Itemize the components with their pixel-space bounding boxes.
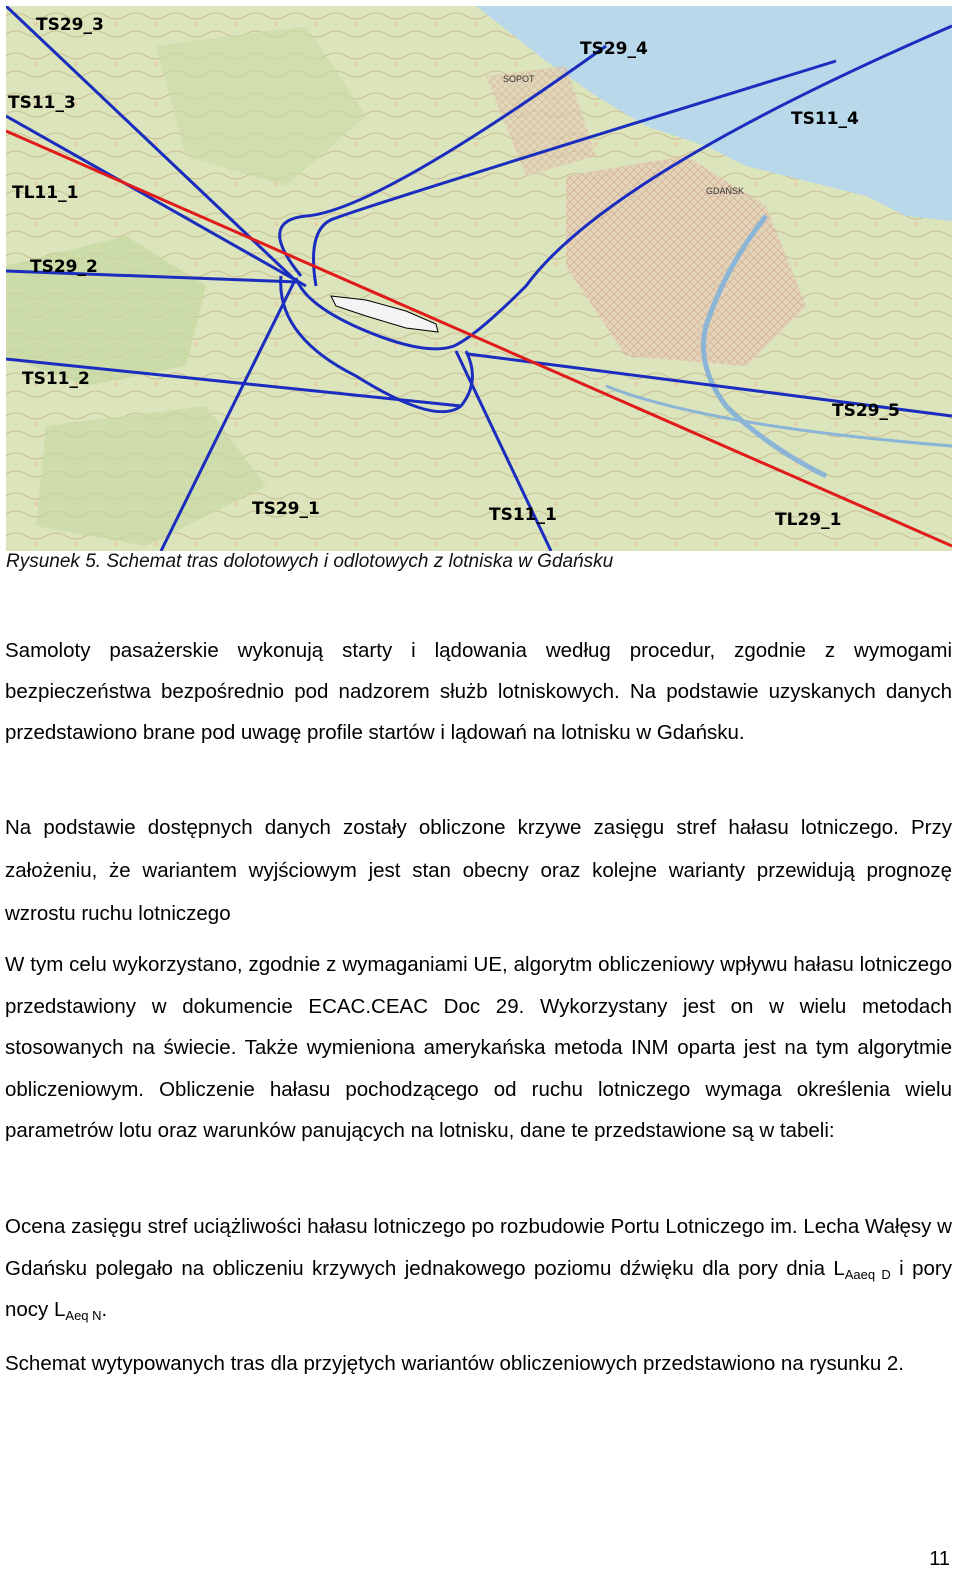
- page-number: 11: [929, 1548, 950, 1570]
- laeq-day-subscript: Aaeq D: [844, 1266, 891, 1282]
- paragraph-4: [5, 1206, 952, 1331]
- figure-caption: Rysunek 5. Schemat tras dolotowych i odlotowych z lotniska w Gdańsku: [6, 551, 614, 572]
- laeq-night-subscript: Aeq N: [65, 1308, 102, 1323]
- label-ts29-3: TS29_3: [36, 15, 104, 35]
- paragraph-5: Schemat wytypowanych tras dla przyjętych wariantów obliczeniowych przedstawiono na rysunku 2.: [5, 1352, 905, 1375]
- label-tl29-1: TL29_1: [775, 510, 842, 530]
- label-ts29-2: TS29_2: [30, 257, 98, 277]
- paragraph-4-end: .: [101, 1298, 108, 1321]
- paragraph-4-mid: i pory nocy L: [5, 1256, 952, 1321]
- place-name-gdansk: GDAŃSK: [706, 186, 745, 196]
- label-ts11-1: TS11_1: [489, 505, 557, 525]
- label-ts11-3: TS11_3: [8, 93, 76, 113]
- label-ts29-5: TS29_5: [832, 401, 900, 421]
- paragraph-3: W tym celu wykorzystano, zgodnie z wymaganiami UE, algorytm obliczeniowy wpływu hałasu lotniczego przedstawiony w dokumencie ECAC.CEAC Doc 29. Wykorzystany jest on w wielu metodach stosowanych na świecie. Także wymieniona amerykańska metoda INM oparta jest na tym algorytmie obliczeniowym. Obliczenie hałasu pochodzącego od ruchu lotniczego wymaga określenia wielu parametrów lotu oraz warunków panujących na lotnisku, dane te przedstawione są w tabeli:: [5, 953, 952, 1142]
- label-ts11-4: TS11_4: [791, 109, 859, 129]
- label-tl11-1: TL11_1: [12, 183, 79, 203]
- paragraph-1: Samoloty pasażerskie wykonują starty i lądowania według procedur, zgodnie z wymogami bezpieczeństwa bezpośrednio pod nadzorem służb lotniskowych. Na podstawie uzyskanych danych przedstawiono brane pod uwagę profile startów i lądowań na lotnisku w Gdańsku.: [5, 639, 952, 744]
- label-ts11-2: TS11_2: [22, 369, 90, 389]
- paragraph-4-text: Ocena zasięgu stref uciążliwości hałasu lotniczego po rozbudowie Portu Lotniczego im. Lecha Wałęsy w Gdańsku polegało na obliczeniu krzywych jednakowego poziomu dźwięku dla pory dnia L: [5, 1215, 952, 1280]
- label-ts29-1: TS29_1: [252, 499, 320, 519]
- label-ts29-4: TS29_4: [580, 39, 648, 59]
- route-map: [6, 6, 952, 551]
- route-map-graphic: [6, 6, 952, 551]
- paragraph-2: Na podstawie dostępnych danych zostały obliczone krzywe zasięgu stref hałasu lotniczego. Przy założeniu, że wariantem wyjściowym jest stan obecny oraz kolejne warianty przewidują prognozę wzrostu ruchu lotniczego: [5, 816, 952, 925]
- place-name-sopot: SOPOT: [503, 74, 535, 84]
